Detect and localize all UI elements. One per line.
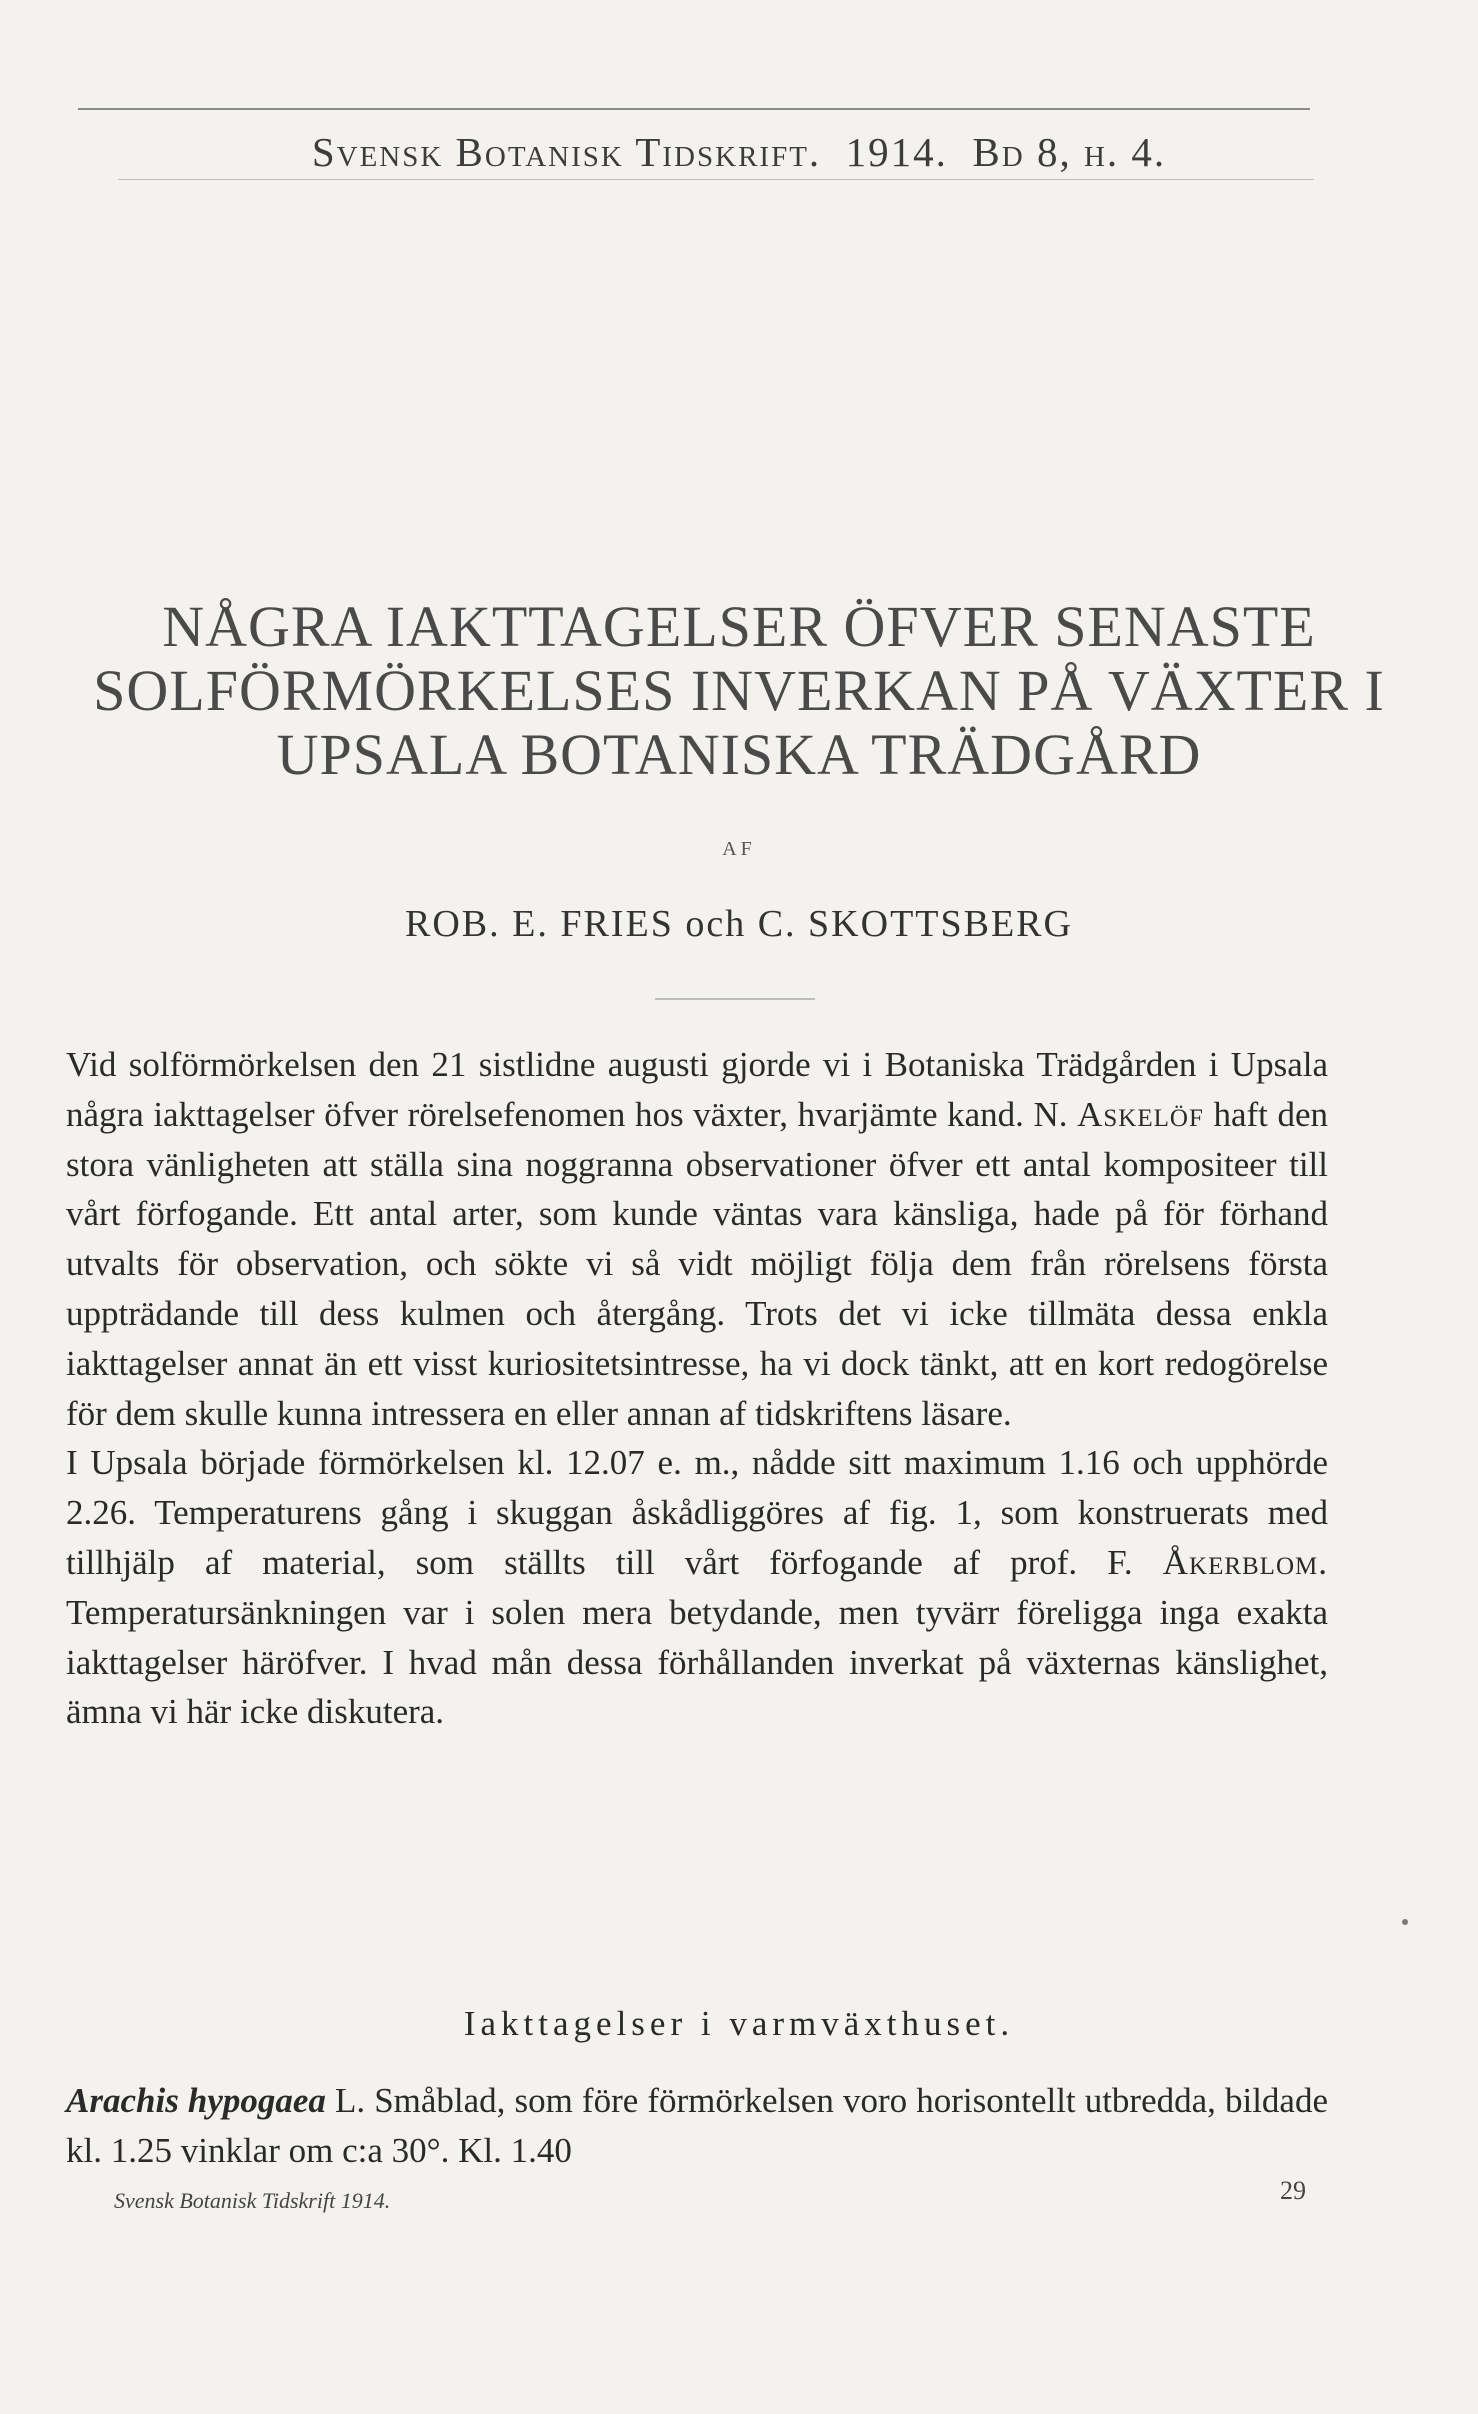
article-body — [66, 1040, 1328, 1737]
paragraph: I Upsala började förmörkelsen kl. 12.07 e. m., nådde sitt maximum 1.16 och upphörde 2.26. Temperaturens gång i skuggan åskådliggöres af fig. 1, som konstruerats med tillhjälp af material, som ställts till vårt förfogande af prof. F. Åkerblom. Temperatursänkningen var i solen mera betydande, men tyvärr föreligga inga exakta iakttagelser häröfver. I hvad mån dessa förhållanden inverkat på växternas känslighet, ämna vi här icke diskutera. — [66, 1443, 1328, 1732]
person-name: Askelöf — [1077, 1094, 1204, 1134]
article-title — [40, 595, 1438, 787]
journal-name: Svensk Botanisk Tidskrift. — [311, 129, 822, 175]
journal-volume: Bd 8, h. 4. — [972, 129, 1167, 175]
journal-year: 1914. — [845, 129, 948, 175]
page-number: 29 — [1280, 2176, 1306, 2205]
byline-af: AF — [722, 838, 756, 860]
title-line: SOLFÖRMÖRKELSES INVERKAN PÅ VÄXTER I — [93, 658, 1385, 723]
separator-rule — [655, 998, 815, 1000]
paragraph: Vid solförmörkelsen den 21 sistlidne augusti gjorde vi i Botaniska Trädgården i Upsala några iakttagelser öfver rörelsefenomen hos växter, hvarjämte kand. N. Askelöf haft den stora vänligheten att ställa sina noggranna observationer öfver ett antal kompositeer till vårt förfogande. Ett antal arter, som kunde väntas vara känsliga, hade på för förhand utvalts för observation, och sökte vi så vidt möjligt följa dem från rörelsens första uppträdande till dess kulmen och återgång. Trots det vi icke tillmäta dessa enkla iakttagelser annat än ett visst kuriositetsintresse, ha vi dock tänkt, att en kort redogörelse för dem skulle kunna intressera en eller annan af tidskriftens läsare. — [66, 1045, 1329, 1433]
species-name: Arachis hypogaea — [66, 2081, 326, 2120]
header-rule-bottom — [118, 179, 1314, 180]
footer-journal: Svensk Botanisk Tidskrift 1914. — [114, 2188, 391, 2213]
section-heading: Iakttagelser i varmväxthuset. — [463, 2004, 1015, 2043]
authors: ROB. E. FRIES och C. SKOTTSBERG — [405, 903, 1073, 945]
title-line: NÅGRA IAKTTAGELSER ÖFVER SENASTE — [162, 594, 1316, 659]
entry-text: L. Småblad, som före förmörkelsen voro horisontellt utbredda, bildade kl. 1.25 vinklar om c:a 30°. Kl. 1.40 — [66, 2081, 1328, 2170]
print-speck — [1402, 1919, 1408, 1925]
running-head — [0, 128, 1478, 176]
header-rule-top — [78, 108, 1310, 110]
observation-entry — [66, 2076, 1328, 2176]
person-name: Åkerblom. — [1162, 1542, 1328, 1582]
title-line: UPSALA BOTANISKA TRÄDGÅRD — [276, 722, 1202, 787]
